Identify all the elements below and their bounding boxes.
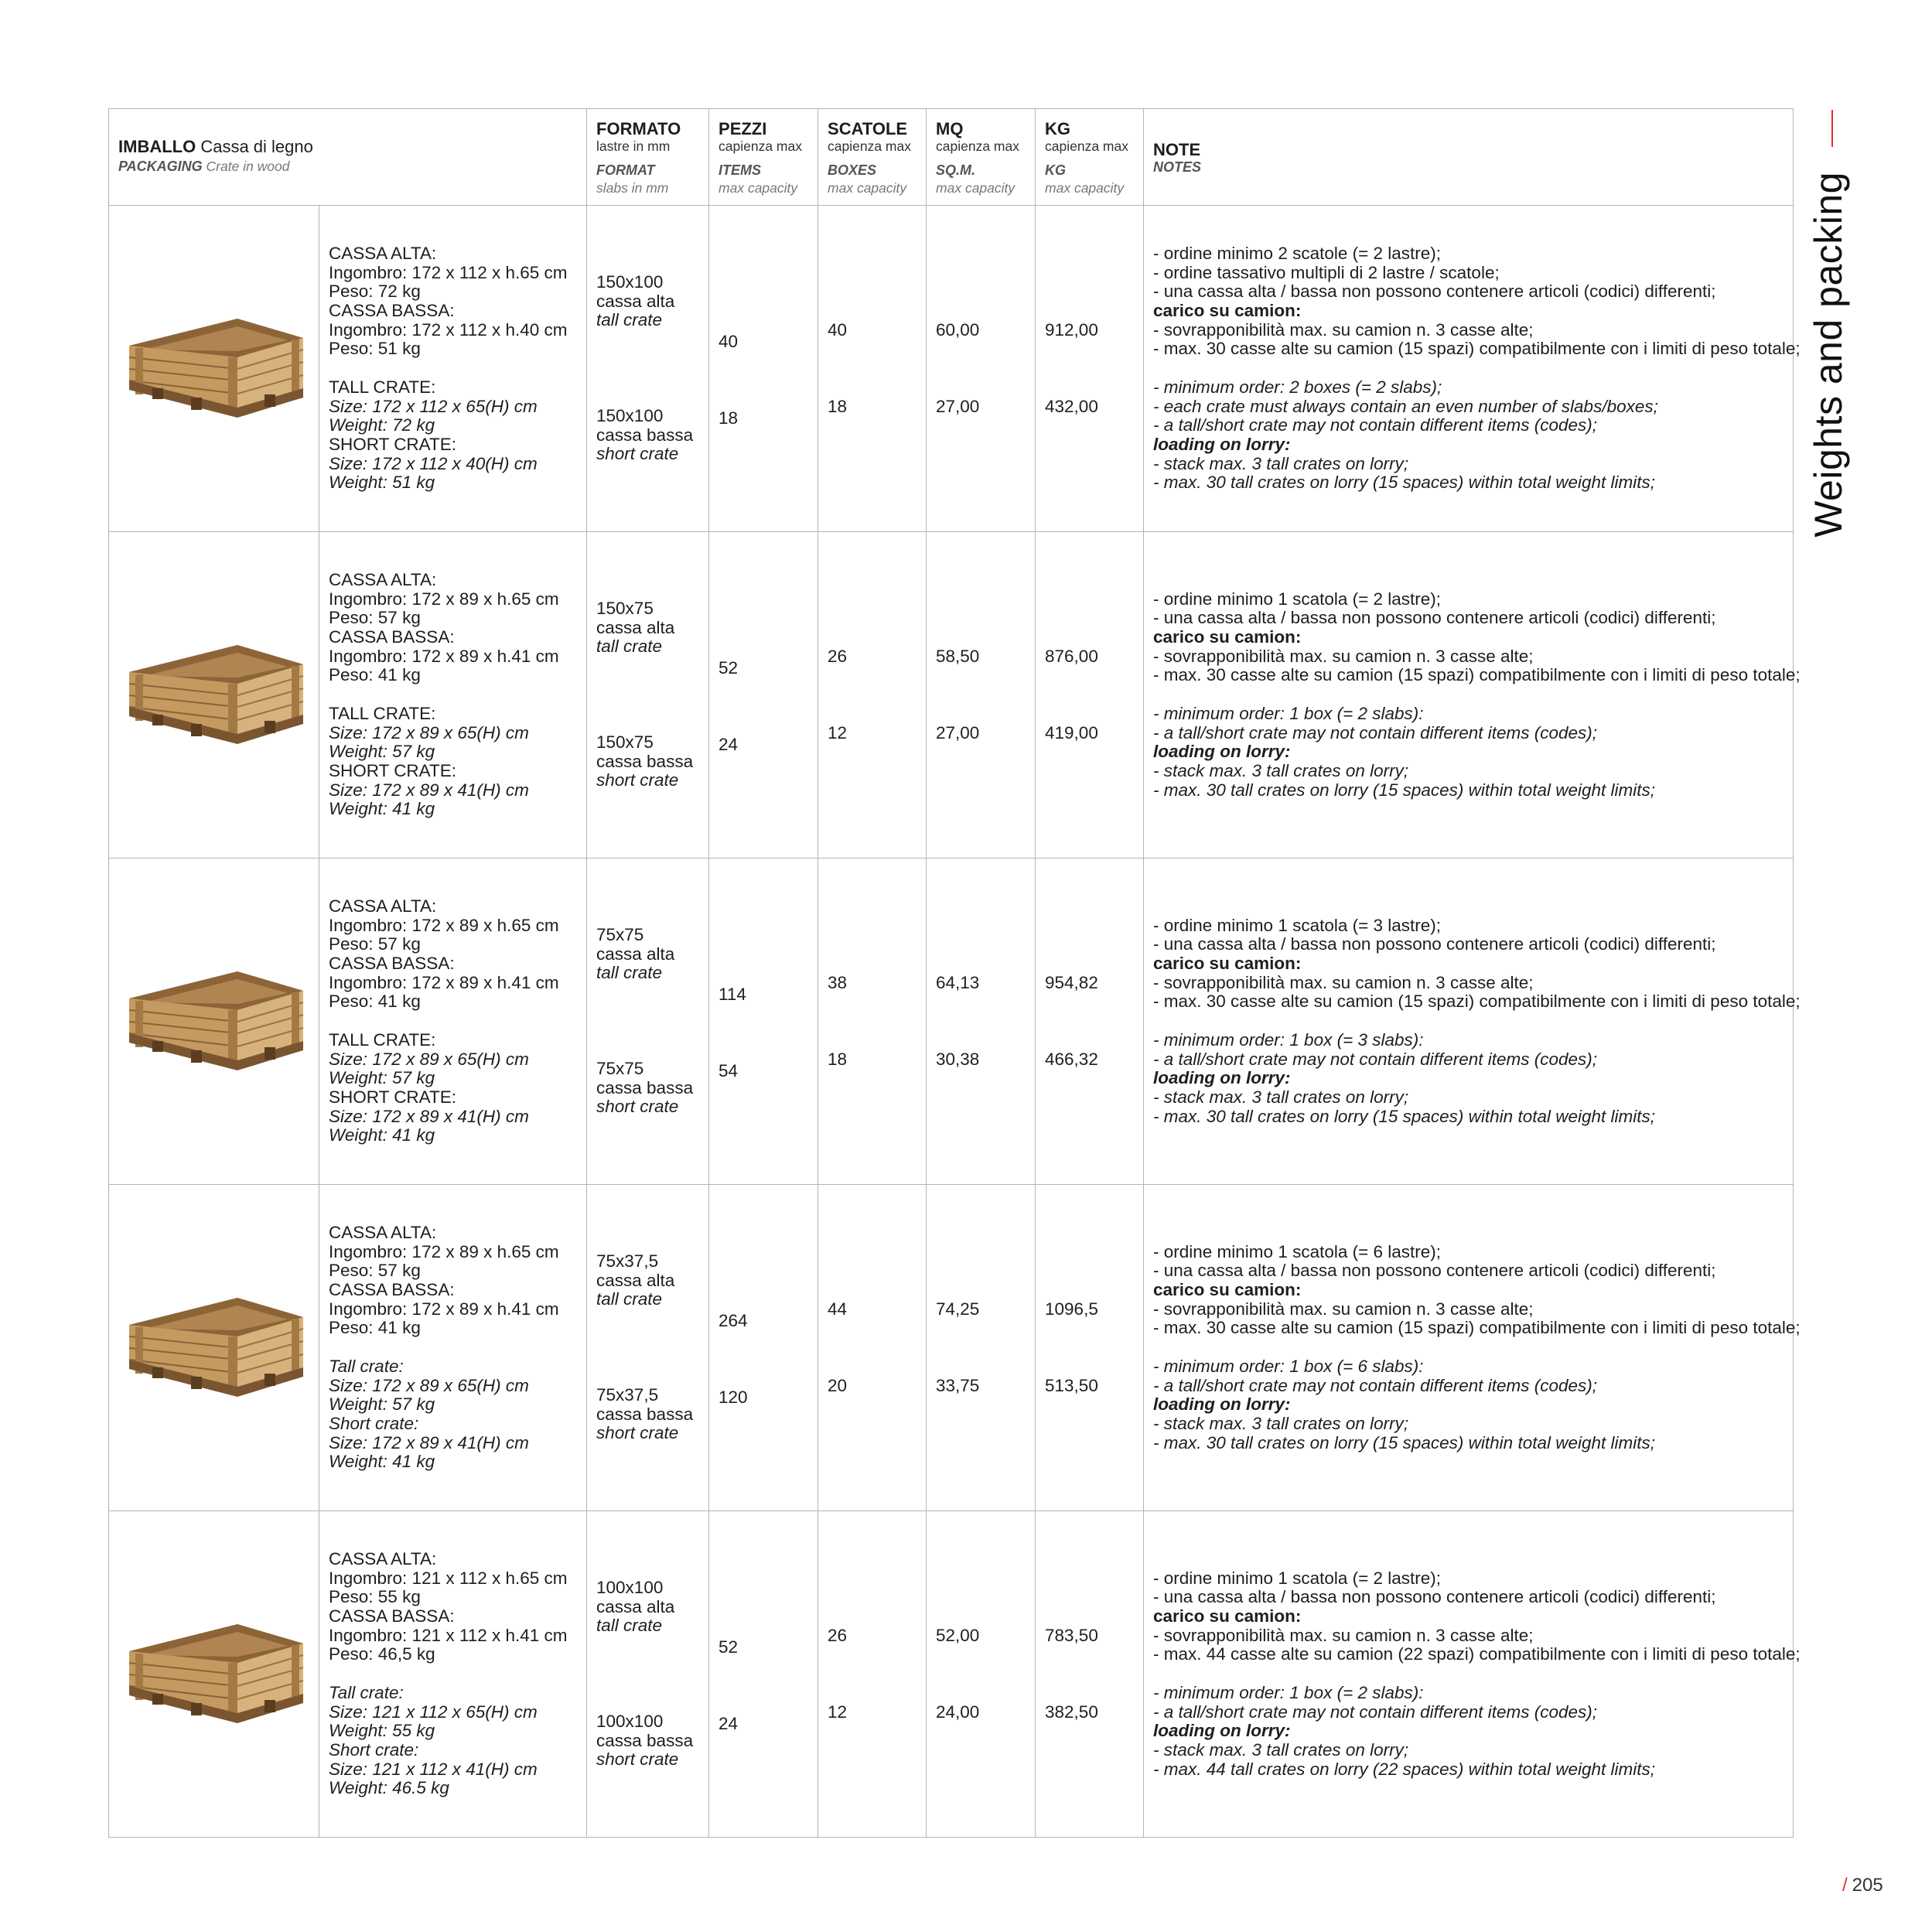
desc-en-line: Weight: 55 kg	[329, 1721, 435, 1741]
section-title: Weights and packing	[1807, 172, 1850, 538]
note-en-line: - stack max. 3 tall crates on lorry;	[1153, 1413, 1409, 1433]
desc-it-line: CASSA ALTA:	[329, 896, 437, 916]
crate-image-cell	[109, 532, 319, 858]
notes-en2-list	[1153, 1088, 1793, 1126]
format-tall-it: cassa alta	[596, 1270, 675, 1290]
mq-sub: capienza max	[936, 138, 1019, 154]
notes-cell	[1144, 858, 1801, 1185]
pezzi-tall: 264	[719, 1310, 748, 1330]
crate-photo	[121, 1609, 307, 1740]
mq-tall: 60,00	[936, 319, 980, 340]
format-short-it: cassa bassa	[596, 751, 694, 771]
format-short-size: 150x75	[596, 732, 654, 752]
format-tall-it: cassa alta	[596, 617, 675, 637]
notes-en-list	[1153, 1357, 1793, 1395]
desc-it-line: Ingombro: 121 x 112 x h.65 cm	[329, 1568, 568, 1588]
note-it-line: - una cassa alta / bassa non possono contenere articoli (codici) differenti;	[1153, 282, 1716, 302]
notes-it2-list	[1153, 1625, 1801, 1664]
kg-short: 466,32	[1045, 1049, 1098, 1069]
notes-it-list	[1153, 1569, 1793, 1607]
note-it-line: - ordine tassativo multipli di 2 lastre / scatole;	[1153, 262, 1500, 282]
desc-en-line: Size: 172 x 89 x 41(H) cm	[329, 780, 529, 800]
note-it-line: - ordine minimo 1 scatola (= 3 lastre);	[1153, 915, 1442, 935]
pezzi-short: 24	[719, 1713, 739, 1733]
header-kg	[1036, 109, 1144, 206]
format-tall-it: cassa alta	[596, 1596, 675, 1616]
header-packaging	[109, 109, 587, 206]
desc-en-heading: TALL CRATE:	[329, 377, 436, 397]
notes-en-list	[1153, 705, 1793, 742]
format-cell	[587, 206, 709, 532]
format-short-it: cassa bassa	[596, 425, 694, 445]
note-it-line: - sovrapponibilità max. su camion n. 3 casse alte;	[1153, 972, 1534, 992]
kg-cell	[1036, 532, 1144, 858]
note-en-line: - minimum order: 1 box (= 3 slabs):	[1153, 1029, 1424, 1050]
desc-it-line: Peso: 55 kg	[329, 1587, 421, 1607]
crate-description	[319, 206, 587, 532]
accent-dash	[1831, 110, 1833, 147]
desc-it-line: Peso: 57 kg	[329, 608, 421, 628]
note-it-line: - max. 30 casse alte su camion (15 spazi) compatibilmente con i limiti di peso totale;	[1153, 1318, 1801, 1338]
desc-en-heading: SHORT CRATE:	[329, 760, 457, 780]
header-note	[1144, 109, 1794, 206]
notes-en-heading: loading on lorry:	[1153, 742, 1291, 762]
desc-it-line: Ingombro: 172 x 89 x h.65 cm	[329, 589, 559, 609]
desc-it-line: CASSA ALTA:	[329, 569, 437, 589]
desc-en-line: Weight: 72 kg	[329, 415, 435, 435]
packaging-title-bold: IMBALLO	[118, 137, 196, 156]
mq-title: MQ	[936, 119, 964, 138]
mq-cell	[927, 1185, 1036, 1511]
scatole-cell	[818, 532, 927, 858]
note-en-line: - max. 30 tall crates on lorry (15 spaces) within total weight limits;	[1153, 473, 1655, 493]
notes-en-heading: loading on lorry:	[1153, 1068, 1291, 1088]
desc-en-line: Weight: 57 kg	[329, 1394, 435, 1415]
format-short-size: 75x75	[596, 1058, 644, 1078]
scatole-tall: 26	[828, 646, 848, 666]
mq-short: 27,00	[936, 396, 980, 416]
desc-it-line: CASSA BASSA:	[329, 1280, 455, 1300]
desc-en-heading: TALL CRATE:	[329, 1029, 436, 1050]
mq-tall: 52,00	[936, 1625, 980, 1645]
kg-cell	[1036, 858, 1144, 1185]
formato-en-sub: slabs in mm	[596, 180, 669, 196]
desc-en-line: Size: 172 x 89 x 65(H) cm	[329, 722, 529, 742]
note-en-line: - a tall/short crate may not contain different items (codes);	[1153, 415, 1598, 435]
note-en-line: - stack max. 3 tall crates on lorry;	[1153, 1739, 1409, 1760]
kg-cell	[1036, 206, 1144, 532]
mq-cell	[927, 1511, 1036, 1838]
format-cell	[587, 1511, 709, 1838]
crate-description	[319, 1511, 587, 1838]
format-tall-en: tall crate	[596, 637, 663, 657]
pezzi-cell	[709, 858, 818, 1185]
note-it-line: - sovrapponibilità max. su camion n. 3 casse alte;	[1153, 319, 1534, 340]
crate-image-cell	[109, 858, 319, 1185]
mq-cell	[927, 532, 1036, 858]
note-it-line: - una cassa alta / bassa non possono contenere articoli (codici) differenti;	[1153, 1261, 1716, 1281]
desc-en-heading: Tall crate:	[329, 1682, 404, 1702]
mq-tall: 74,25	[936, 1299, 980, 1319]
notes-en-heading: loading on lorry:	[1153, 434, 1291, 454]
scatole-title: SCATOLE	[828, 119, 908, 138]
note-it-line: - max. 30 casse alte su camion (15 spazi) compatibilmente con i limiti di peso totale;	[1153, 665, 1801, 685]
note-it-line: - una cassa alta / bassa non possono contenere articoli (codici) differenti;	[1153, 608, 1716, 628]
notes-it-list	[1153, 244, 1793, 302]
format-cell	[587, 858, 709, 1185]
desc-it-line: Peso: 57 kg	[329, 1261, 421, 1281]
pezzi-en: ITEMS	[719, 162, 762, 178]
crate-row	[109, 1185, 1794, 1511]
crate-image-cell	[109, 1185, 319, 1511]
pezzi-tall: 52	[719, 1637, 739, 1657]
notes-en2-list	[1153, 1741, 1793, 1779]
notes-it-heading: carico su camion:	[1153, 1280, 1302, 1300]
note-en-line: - a tall/short crate may not contain different items (codes);	[1153, 1375, 1598, 1395]
desc-en-line: Size: 172 x 112 x 65(H) cm	[329, 396, 538, 416]
note-en-line: - max. 44 tall crates on lorry (22 spaces) within total weight limits;	[1153, 1759, 1655, 1779]
notes-it-list	[1153, 590, 1793, 628]
format-short-en: short crate	[596, 1423, 679, 1443]
desc-it-line: Peso: 51 kg	[329, 339, 421, 359]
format-short-size: 100x100	[596, 1711, 664, 1731]
desc-it-line: Ingombro: 172 x 89 x h.41 cm	[329, 972, 559, 992]
desc-it-line: CASSA ALTA:	[329, 1222, 437, 1242]
header-row	[109, 109, 1794, 206]
packaging-title-rest: Cassa di legno	[196, 137, 313, 156]
notes-en-heading: loading on lorry:	[1153, 1721, 1291, 1741]
kg-short: 382,50	[1045, 1702, 1098, 1722]
crate-row	[109, 858, 1794, 1185]
format-short-en: short crate	[596, 444, 679, 464]
desc-it-line: Peso: 41 kg	[329, 665, 421, 685]
scatole-short: 20	[828, 1375, 848, 1395]
crate-description	[319, 858, 587, 1185]
notes-cell	[1144, 206, 1801, 532]
scatole-en-sub: max capacity	[828, 180, 907, 196]
kg-tall: 912,00	[1045, 319, 1098, 340]
format-tall-en: tall crate	[596, 963, 663, 983]
note-it-line: - una cassa alta / bassa non possono contenere articoli (codici) differenti;	[1153, 934, 1716, 954]
note-it-line: - ordine minimo 1 scatola (= 6 lastre);	[1153, 1241, 1442, 1261]
note-it-line: - ordine minimo 2 scatole (= 2 lastre);	[1153, 243, 1442, 263]
format-tall-en: tall crate	[596, 1289, 663, 1309]
desc-en-line: Size: 172 x 89 x 65(H) cm	[329, 1375, 529, 1395]
page-slash: /	[1842, 1875, 1848, 1896]
desc-en-line: Weight: 57 kg	[329, 742, 435, 762]
note-en-line: - a tall/short crate may not contain different items (codes);	[1153, 1049, 1598, 1069]
note-en-line: - stack max. 3 tall crates on lorry;	[1153, 760, 1409, 780]
header-formato	[587, 109, 709, 206]
notes-it2-list	[1153, 972, 1801, 1012]
mq-cell	[927, 858, 1036, 1185]
desc-en-line: Size: 172 x 89 x 65(H) cm	[329, 1049, 529, 1069]
kg-short: 419,00	[1045, 722, 1098, 742]
note-en-line: - stack max. 3 tall crates on lorry;	[1153, 453, 1409, 473]
note-it-line: - sovrapponibilità max. su camion n. 3 casse alte;	[1153, 646, 1534, 666]
crate-photo	[121, 956, 307, 1087]
pezzi-sub: capienza max	[719, 138, 802, 154]
desc-it-line: CASSA BASSA:	[329, 627, 455, 647]
crate-row	[109, 1511, 1794, 1838]
notes-cell	[1144, 532, 1801, 858]
formato-sub: lastre in mm	[596, 138, 671, 154]
crate-image-cell	[109, 206, 319, 532]
kg-cell	[1036, 1185, 1144, 1511]
kg-sub: capienza max	[1045, 138, 1128, 154]
kg-tall: 954,82	[1045, 972, 1098, 992]
desc-en-line: Size: 121 x 112 x 65(H) cm	[329, 1702, 538, 1722]
desc-it-line: Ingombro: 121 x 112 x h.41 cm	[329, 1625, 568, 1645]
kg-short: 513,50	[1045, 1375, 1098, 1395]
header-scatole	[818, 109, 927, 206]
notes-cell	[1144, 1511, 1801, 1838]
note-en: NOTES	[1153, 159, 1202, 175]
notes-cell	[1144, 1185, 1801, 1511]
notes-en-heading: loading on lorry:	[1153, 1394, 1291, 1415]
notes-en2-list	[1153, 1415, 1793, 1452]
header-mq	[927, 109, 1036, 206]
note-en-line: - a tall/short crate may not contain different items (codes);	[1153, 722, 1598, 742]
scatole-cell	[818, 1511, 927, 1838]
format-tall-size: 75x37,5	[596, 1251, 659, 1271]
desc-it-line: Peso: 57 kg	[329, 934, 421, 954]
mq-cell	[927, 206, 1036, 532]
notes-it2-list	[1153, 646, 1801, 685]
pezzi-tall: 40	[719, 331, 739, 351]
formato-title: FORMATO	[596, 119, 681, 138]
mq-short: 24,00	[936, 1702, 980, 1722]
packaging-subtitle-bold: PACKAGING	[118, 159, 203, 174]
note-en-line: - minimum order: 1 box (= 2 slabs):	[1153, 703, 1424, 723]
notes-it-list	[1153, 1243, 1793, 1281]
desc-it-line: CASSA ALTA:	[329, 243, 437, 263]
mq-tall: 58,50	[936, 646, 980, 666]
desc-en-line: Weight: 41 kg	[329, 799, 435, 819]
format-short-it: cassa bassa	[596, 1077, 694, 1097]
format-tall-en: tall crate	[596, 1616, 663, 1636]
notes-it2-list	[1153, 319, 1801, 359]
note-it-line: - max. 30 casse alte su camion (15 spazi) compatibilmente con i limiti di peso totale;	[1153, 992, 1801, 1012]
desc-en-heading: TALL CRATE:	[329, 703, 436, 723]
format-tall-size: 75x75	[596, 924, 644, 944]
note-en-line: - max. 30 tall crates on lorry (15 spaces) within total weight limits;	[1153, 1106, 1655, 1126]
notes-it-heading: carico su camion:	[1153, 627, 1302, 647]
pezzi-short: 120	[719, 1387, 748, 1407]
header-pezzi	[709, 109, 818, 206]
pezzi-cell	[709, 1185, 818, 1511]
crate-row	[109, 532, 1794, 858]
mq-tall: 64,13	[936, 972, 980, 992]
mq-en: SQ.M.	[936, 162, 976, 178]
notes-en2-list	[1153, 455, 1793, 493]
note-it-line: - ordine minimo 1 scatola (= 2 lastre);	[1153, 1568, 1442, 1588]
packaging-subtitle-rest: Crate in wood	[202, 159, 290, 174]
pezzi-tall: 52	[719, 657, 739, 678]
desc-en-line: Weight: 51 kg	[329, 473, 435, 493]
scatole-cell	[818, 206, 927, 532]
desc-en-line: Size: 172 x 89 x 41(H) cm	[329, 1106, 529, 1126]
scatole-tall: 40	[828, 319, 848, 340]
notes-en2-list	[1153, 762, 1793, 800]
desc-en-line: Weight: 57 kg	[329, 1068, 435, 1088]
page-number-value: 205	[1852, 1875, 1883, 1896]
desc-en-line: Weight: 41 kg	[329, 1452, 435, 1472]
kg-tall: 1096,5	[1045, 1299, 1098, 1319]
mq-short: 33,75	[936, 1375, 980, 1395]
crate-description	[319, 1185, 587, 1511]
notes-it-heading: carico su camion:	[1153, 1606, 1302, 1626]
mq-short: 27,00	[936, 722, 980, 742]
scatole-tall: 38	[828, 972, 848, 992]
note-title: NOTE	[1153, 140, 1201, 159]
kg-tall: 876,00	[1045, 646, 1098, 666]
desc-it-line: CASSA BASSA:	[329, 301, 455, 321]
format-short-en: short crate	[596, 1097, 679, 1117]
formato-en: FORMAT	[596, 162, 655, 178]
scatole-tall: 44	[828, 1299, 848, 1319]
kg-cell	[1036, 1511, 1144, 1838]
crate-photo	[121, 303, 307, 435]
scatole-short: 12	[828, 1702, 848, 1722]
format-cell	[587, 532, 709, 858]
format-short-size: 150x100	[596, 405, 664, 425]
pezzi-cell	[709, 206, 818, 532]
desc-en-heading: Short crate:	[329, 1413, 419, 1433]
scatole-short: 18	[828, 1049, 848, 1069]
pezzi-tall: 114	[719, 984, 746, 1004]
desc-it-line: Ingombro: 172 x 89 x h.41 cm	[329, 1299, 559, 1319]
desc-en-line: Weight: 46.5 kg	[329, 1778, 449, 1798]
notes-en-list	[1153, 378, 1793, 435]
format-short-it: cassa bassa	[596, 1730, 694, 1750]
note-en-line: - stack max. 3 tall crates on lorry;	[1153, 1087, 1409, 1107]
mq-short: 30,38	[936, 1049, 980, 1069]
desc-it-line: Ingombro: 172 x 89 x h.65 cm	[329, 915, 559, 935]
format-tall-size: 150x100	[596, 271, 664, 292]
note-it-line: - sovrapponibilità max. su camion n. 3 casse alte;	[1153, 1299, 1534, 1319]
format-cell	[587, 1185, 709, 1511]
crate-photo	[121, 1282, 307, 1414]
desc-en-heading: Short crate:	[329, 1739, 419, 1760]
note-it-line: - max. 30 casse alte su camion (15 spazi) compatibilmente con i limiti di peso totale;	[1153, 339, 1801, 359]
desc-it-line: Ingombro: 172 x 112 x h.40 cm	[329, 319, 568, 340]
notes-it-heading: carico su camion:	[1153, 301, 1302, 321]
scatole-cell	[818, 858, 927, 1185]
pezzi-short: 54	[719, 1060, 739, 1080]
notes-it-list	[1153, 917, 1793, 954]
desc-en-heading: Tall crate:	[329, 1356, 404, 1376]
desc-it-line: Ingombro: 172 x 112 x h.65 cm	[329, 262, 568, 282]
format-tall-it: cassa alta	[596, 291, 675, 311]
kg-en-sub: max capacity	[1045, 180, 1125, 196]
scatole-short: 18	[828, 396, 848, 416]
desc-it-line: Ingombro: 172 x 89 x h.65 cm	[329, 1241, 559, 1261]
note-en-line: - each crate must always contain an even number of slabs/boxes;	[1153, 396, 1658, 416]
desc-en-line: Size: 121 x 112 x 41(H) cm	[329, 1759, 538, 1779]
scatole-en: BOXES	[828, 162, 877, 178]
desc-en-heading: SHORT CRATE:	[329, 1087, 457, 1107]
scatole-cell	[818, 1185, 927, 1511]
pezzi-title: PEZZI	[719, 119, 767, 138]
note-it-line: - ordine minimo 1 scatola (= 2 lastre);	[1153, 589, 1442, 609]
notes-it-heading: carico su camion:	[1153, 954, 1302, 974]
format-tall-size: 100x100	[596, 1577, 664, 1597]
note-en-line: - minimum order: 2 boxes (= 2 slabs);	[1153, 377, 1442, 397]
kg-short: 432,00	[1045, 396, 1098, 416]
pezzi-cell	[709, 1511, 818, 1838]
desc-it-line: Ingombro: 172 x 89 x h.41 cm	[329, 646, 559, 666]
desc-it-line: CASSA ALTA:	[329, 1548, 437, 1568]
packing-table	[108, 108, 1801, 1838]
format-short-en: short crate	[596, 770, 679, 790]
crate-photo	[121, 630, 307, 761]
format-tall-en: tall crate	[596, 310, 663, 330]
format-short-en: short crate	[596, 1749, 679, 1770]
note-en-line: - a tall/short crate may not contain different items (codes);	[1153, 1702, 1598, 1722]
note-en-line: - minimum order: 1 box (= 2 slabs):	[1153, 1682, 1424, 1702]
notes-en-list	[1153, 1031, 1793, 1069]
desc-it-line: Peso: 41 kg	[329, 992, 421, 1012]
pezzi-short: 18	[719, 408, 739, 428]
format-tall-it: cassa alta	[596, 944, 675, 964]
kg-tall: 783,50	[1045, 1625, 1098, 1645]
kg-en: KG	[1045, 162, 1067, 178]
desc-en-heading: SHORT CRATE:	[329, 434, 457, 454]
desc-it-line: CASSA BASSA:	[329, 954, 455, 974]
note-it-line: - max. 44 casse alte su camion (22 spazi) compatibilmente con i limiti di peso totale;	[1153, 1644, 1801, 1664]
page-number	[1842, 1875, 1883, 1896]
desc-it-line: Peso: 41 kg	[329, 1318, 421, 1338]
notes-it2-list	[1153, 1299, 1801, 1338]
kg-title: KG	[1045, 119, 1071, 138]
note-it-line: - sovrapponibilità max. su camion n. 3 casse alte;	[1153, 1625, 1534, 1645]
scatole-short: 12	[828, 722, 848, 742]
crate-description	[319, 532, 587, 858]
desc-en-line: Size: 172 x 112 x 40(H) cm	[329, 453, 538, 473]
notes-en-list	[1153, 1684, 1793, 1722]
pezzi-en-sub: max capacity	[719, 180, 798, 196]
format-short-it: cassa bassa	[596, 1404, 694, 1424]
desc-it-line: Peso: 72 kg	[329, 282, 421, 302]
desc-en-line: Size: 172 x 89 x 41(H) cm	[329, 1432, 529, 1452]
mq-en-sub: max capacity	[936, 180, 1015, 196]
pezzi-short: 24	[719, 734, 739, 754]
crate-image-cell	[109, 1511, 319, 1838]
format-tall-size: 150x75	[596, 598, 654, 618]
desc-it-line: CASSA BASSA:	[329, 1606, 455, 1626]
scatole-sub: capienza max	[828, 138, 911, 154]
desc-it-line: Peso: 46,5 kg	[329, 1644, 435, 1664]
scatole-tall: 26	[828, 1625, 848, 1645]
note-en-line: - max. 30 tall crates on lorry (15 spaces) within total weight limits;	[1153, 780, 1655, 800]
pezzi-cell	[709, 532, 818, 858]
format-short-size: 75x37,5	[596, 1384, 659, 1405]
note-en-line: - max. 30 tall crates on lorry (15 spaces) within total weight limits;	[1153, 1432, 1655, 1452]
desc-en-line: Weight: 41 kg	[329, 1125, 435, 1145]
note-it-line: - una cassa alta / bassa non possono contenere articoli (codici) differenti;	[1153, 1587, 1716, 1607]
crate-row	[109, 206, 1794, 532]
note-en-line: - minimum order: 1 box (= 6 slabs):	[1153, 1356, 1424, 1376]
